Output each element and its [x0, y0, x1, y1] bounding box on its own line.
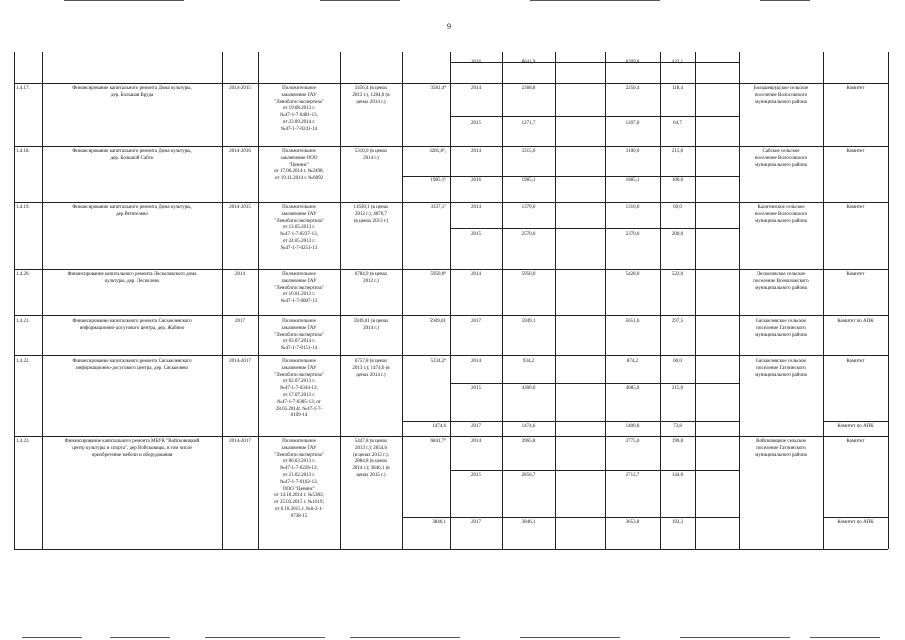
- row-period: 2014-2017: [229, 359, 251, 364]
- row-remaining-2: 1985,1⁶: [430, 178, 446, 183]
- amount-cell: 3965,8: [521, 439, 536, 444]
- row-remaining-2: 1474,6: [432, 424, 446, 429]
- amount-cell: 5950,0: [521, 272, 536, 277]
- amount-cell: 2856,7: [521, 473, 536, 478]
- year-cell: 2017: [471, 319, 481, 324]
- top-row-regional: 8209,8: [625, 60, 640, 65]
- row-expertise: Положительное заключение ГАУ "Леноблгосэкспертиза" от 06.03.2013 г. №47-1-7-0226-13; от 21.02.2013 г. №47-1-7-0102-13, ООО "Цениис" от 14.10.2014 г. №5383; от 25.03.2015 г. №1619; от 6.10.2015 г. №6-2-1- 0738-15: [274, 439, 324, 519]
- local-cell: 522,0: [671, 272, 684, 277]
- top-row-year: 2016: [471, 60, 481, 65]
- row-period: 2014-2016: [229, 149, 251, 154]
- regional-cell: 3653,8: [625, 520, 640, 525]
- row-number: 1.4.18.: [16, 149, 30, 154]
- row-name: Финансирование капитального ремонта Дома культуры, дер. Большая Вруда: [72, 86, 192, 98]
- row-remaining: 3337,1⁷: [430, 205, 446, 210]
- top-row-local: 432,1: [671, 60, 684, 65]
- regional-cell: 3775,0: [625, 439, 640, 444]
- row-remaining: 3281,8⁵,: [429, 149, 446, 154]
- row-number: 1.4.21.: [16, 319, 30, 324]
- row-estimate: 5310,0 (в ценах 2014 г.): [354, 149, 388, 161]
- row-recipient: Войсковицкое сельское поселение Гатчинского муниципального района: [755, 439, 807, 458]
- year-cell: 2014: [471, 359, 481, 364]
- row-customer: Комитет: [846, 272, 865, 277]
- regional-cell: 1885,1: [625, 178, 640, 183]
- regional-cell: 2370,0: [625, 232, 640, 237]
- year-cell: 2014: [471, 205, 481, 210]
- year-cell: 2014: [471, 272, 481, 277]
- local-cell: 144,0: [671, 473, 684, 478]
- local-cell: 192,3: [671, 520, 684, 525]
- local-cell: 215,0: [671, 386, 684, 391]
- year-cell: 2014: [471, 439, 481, 444]
- row-recipient: Сабское сельское поселение Волосовского муниципального района: [754, 149, 808, 168]
- row-expertise: Положительное заключение ГАУ "Леноблгосэкспертиза" от 13.05.2013 г. №47-1-7-0237-13, от 24.05.2013 г. №47-1-7-0251-13: [274, 205, 324, 251]
- amount-cell: 1985,1: [521, 178, 536, 183]
- row-remaining-2: 3846,1: [432, 520, 446, 525]
- year-cell: 2015: [471, 121, 481, 126]
- local-cell: 73,8: [673, 424, 682, 429]
- row-estimate: 11630,1 (в ценах 2012 г.), 4070,7 (в ценах 2013 г.): [353, 205, 389, 224]
- amount-cell: 1474,6: [521, 424, 536, 429]
- local-cell: 297,5: [671, 319, 684, 324]
- row-recipient: Сяськелевское сельское поселение Гатчинского муниципального района: [755, 319, 807, 338]
- year-cell: 2015: [471, 386, 481, 391]
- year-cell: 2014: [471, 86, 481, 91]
- row-expertise: Положительное заключение ООО "Цениис" от 17.06.2014 г. №2498; от 19.11.2014 г. №6092: [274, 149, 324, 182]
- row-number: 1.4.23.: [16, 439, 30, 444]
- local-cell: 100,0: [671, 178, 684, 183]
- row-customer-2: Комитет по АПК: [837, 424, 874, 429]
- row-period: 2014: [235, 272, 245, 277]
- row-expertise: Положительное заключение ГАУ "Леноблгосэкспертиза" от 03.07.2014 г. №47-1-7-0151-14: [274, 319, 324, 352]
- row-estimate: 6784,9 (в ценах 2012 г.): [354, 272, 388, 284]
- regional-cell: 1400,8: [625, 424, 640, 429]
- year-cell: 2017: [471, 520, 481, 525]
- local-cell: 215,0: [671, 149, 684, 154]
- row-period: 2014-2015: [229, 205, 251, 210]
- row-expertise: Положительное заключение ГАУ "Леноблгосэкспертиза" от 19.08.2013 г. №47-1-7-0481-13, от 23.09.2014 г. №47-1-7-0241-14: [274, 86, 324, 132]
- page-number: 9: [447, 22, 451, 31]
- row-estimate: 5949,01 (в ценах 2014 г.): [353, 319, 389, 331]
- row-name: Финансирование капитального ремонта Дома культуры, дер.Рятятелево: [72, 205, 192, 217]
- local-cell: 69,0: [673, 205, 682, 210]
- row-number: 1.4.20.: [16, 272, 30, 277]
- row-customer: Комитет: [846, 359, 865, 364]
- year-cell: 2017: [471, 424, 481, 429]
- amount-cell: 2368,8: [521, 86, 536, 91]
- row-recipient: Калитинское сельское поселение Волосовского муниципального района: [754, 205, 808, 224]
- row-recipient: Сяськелевское сельское поселение Гатчинского муниципального района: [755, 359, 807, 378]
- regional-cell: 874,2: [626, 359, 639, 364]
- row-number: 1.4.19.: [16, 205, 30, 210]
- row-expertise: Положительное заключение ГАУ "Леноблгосэкспертиза" от 10.01.2013 г. №47-1-7-0007-13: [274, 272, 324, 305]
- row-customer: Комитет по АПК: [837, 319, 874, 324]
- row-name: Финансирование капитального ремонта Сяськелевского информационно-досугового центра, дер. Жабино: [72, 319, 192, 331]
- row-expertise: Положительное заключение ГАУ "Леноблгосэкспертиза" от 02.07.2013 г. №47-1-7-0344-13; от 17.07.2013 г. №47-1-7-0385-13; от 28.05.2014г. №47-1-7- 0109-14: [274, 359, 324, 419]
- top-row-amount: 8641,9: [521, 60, 536, 65]
- row-recipient: Лесколовское сельское поселение Всеволожского муниципального района: [753, 272, 809, 291]
- row-recipient: Большеврудское сельское поселение Волосовского муниципального района: [753, 86, 809, 105]
- row-estimate: 6757,8 (в ценах 2013 г.); 1474,6 (в ценах 2014 г.): [352, 359, 390, 378]
- year-cell: 2016: [471, 178, 481, 183]
- regional-cell: 1207,0: [625, 121, 640, 126]
- row-period: 2017: [235, 319, 245, 324]
- row-estimate: 5447,8 (в ценах 2013 г.); 2654,6 (в ценах 2012 г.); 2884,8 (в ценах 2014 г.); 3846,1 (в ценах 2015 г.): [352, 439, 390, 478]
- amount-cell: 3315,0: [521, 149, 536, 154]
- regional-cell: 2712,7: [625, 473, 640, 478]
- local-cell: 190,8: [671, 439, 684, 444]
- row-remaining: 5949,01: [429, 319, 446, 324]
- row-number: 1.4.17.: [16, 86, 30, 91]
- row-name: Финансирование капитального ремонта Дома культуры, дер. Большой Сабск: [72, 149, 192, 161]
- year-cell: 2015: [471, 232, 481, 237]
- local-cell: 60,0: [673, 359, 682, 364]
- row-estimate: 3456,4 (в ценах 2013 г.), 1284,0 (в ценах 2014 г.): [352, 86, 390, 105]
- row-number: 1.4.22.: [16, 359, 30, 364]
- regional-cell: 5651,6: [625, 319, 640, 324]
- row-customer: Комитет: [846, 149, 865, 154]
- local-cell: 64,7: [673, 121, 682, 126]
- local-cell: 118,4: [671, 86, 684, 91]
- row-customer: Комитет: [846, 86, 865, 91]
- amount-cell: 4300,0: [521, 386, 536, 391]
- amount-cell: 2570,0: [521, 232, 536, 237]
- row-remaining: 5950,0⁸: [430, 272, 446, 277]
- regional-cell: 3100,0: [625, 149, 640, 154]
- amount-cell: 1379,0: [521, 205, 536, 210]
- row-customer: Комитет: [846, 205, 865, 210]
- regional-cell: 1310,0: [625, 205, 640, 210]
- row-remaining: 5234,2⁹: [430, 359, 446, 364]
- amount-cell: 3846,1: [521, 520, 536, 525]
- amount-cell: 1271,7: [521, 121, 536, 126]
- row-name: Финансирование капитального ремонта Сяськелевского информационно-досугового центра, дер. Сяськелево: [72, 359, 192, 371]
- regional-cell: 5428,0: [625, 272, 640, 277]
- row-customer: Комитет: [846, 439, 865, 444]
- year-cell: 2014: [471, 149, 481, 154]
- amount-cell: 5949,1: [521, 319, 536, 324]
- regional-cell: 2250,4: [625, 86, 640, 91]
- row-remaining: 6841,7⁹: [430, 439, 446, 444]
- amount-cell: 934,2: [522, 359, 535, 364]
- local-cell: 200,0: [671, 232, 684, 237]
- row-remaining: 3581,4⁴: [430, 86, 446, 91]
- row-period: 2014-2017: [229, 439, 251, 444]
- row-customer-2: Комитет по АПК: [837, 520, 874, 525]
- row-name: Финансирование капитального ремонта Лесколовского дома культуры, дер. Лесколово: [67, 272, 197, 284]
- row-name: Финансирование капитального ремонта МБУК "Войсковицкий центр культуры и спорта", дер Войсковицы, в том числе приобретение мебели и оборудования: [64, 439, 200, 458]
- row-period: 2014-2015: [229, 86, 251, 91]
- year-cell: 2015: [471, 473, 481, 478]
- regional-cell: 4085,0: [625, 386, 640, 391]
